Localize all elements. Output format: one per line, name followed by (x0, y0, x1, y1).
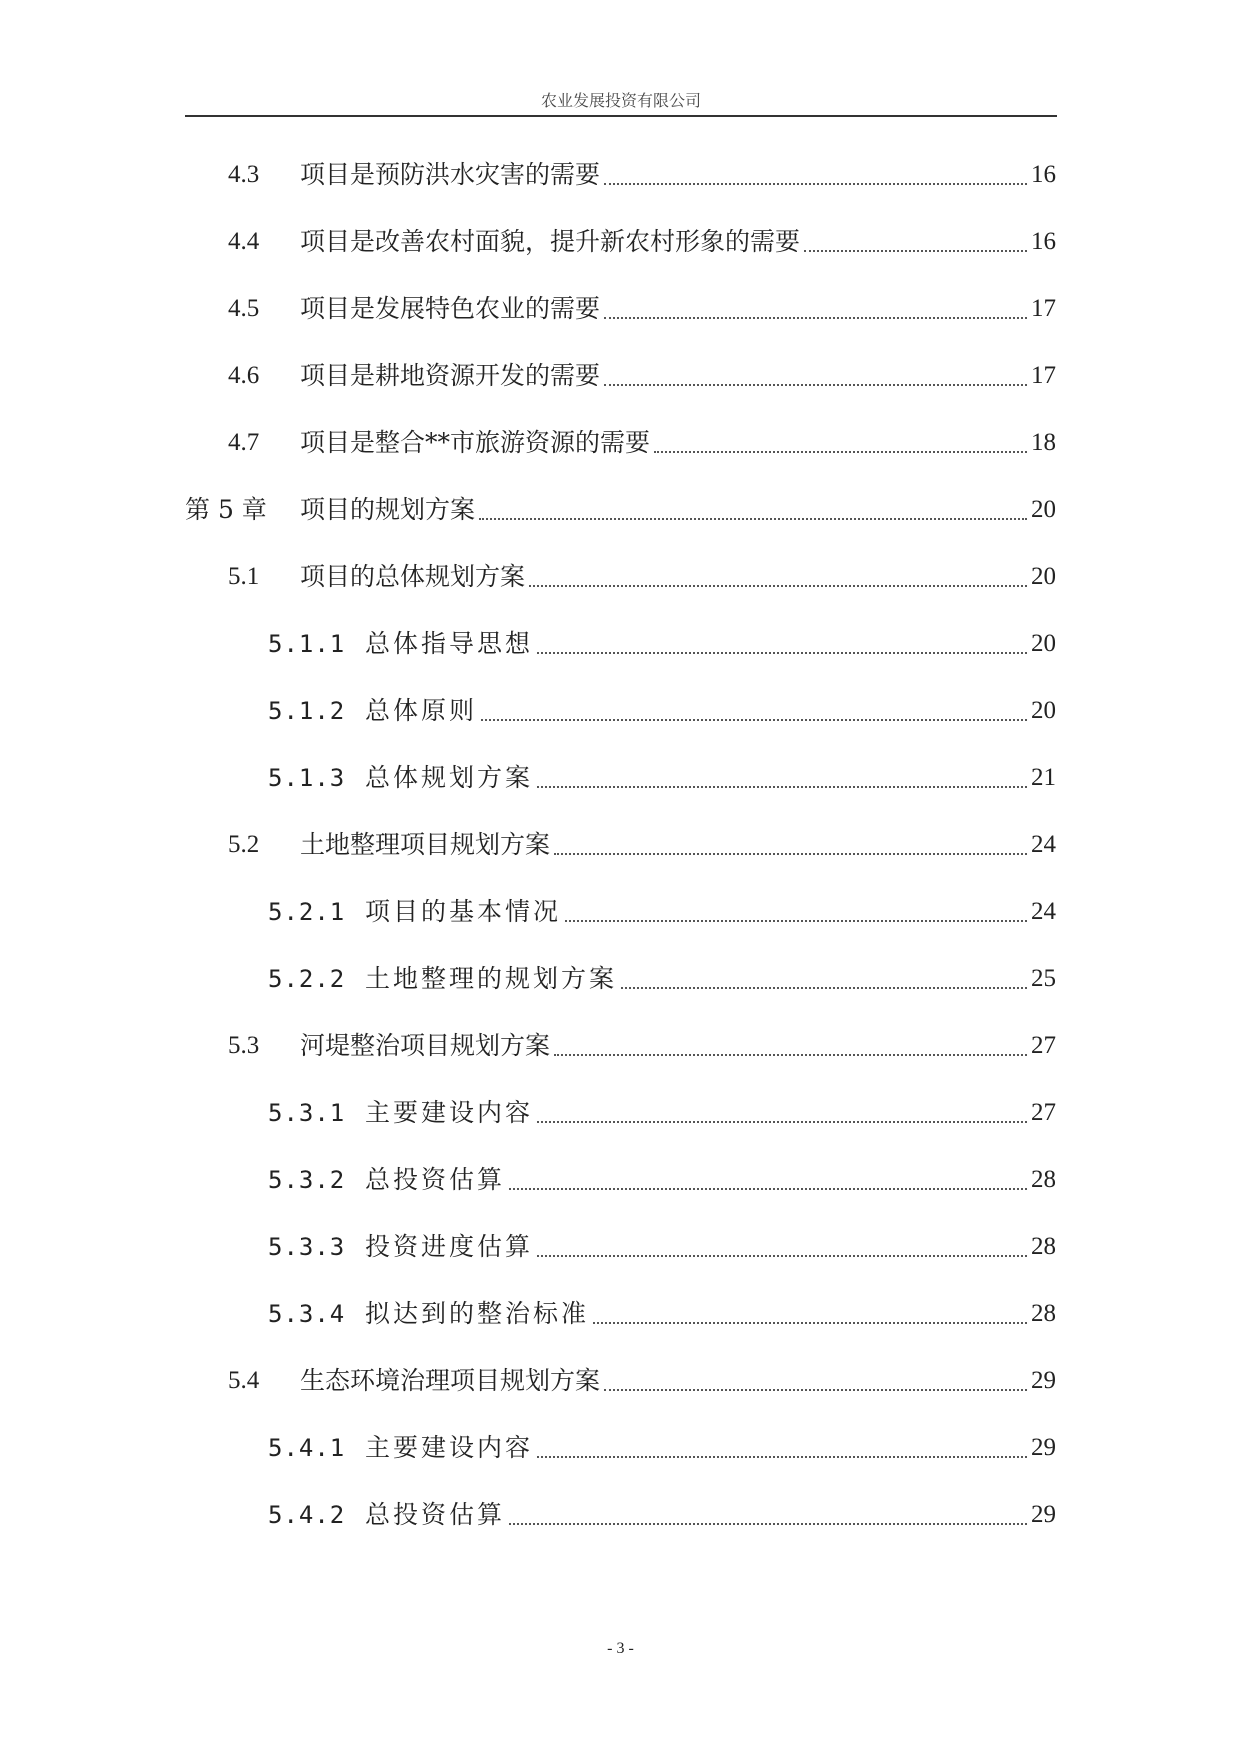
toc-entry-number: 5.2.2 (268, 965, 346, 993)
toc-dot-leader (537, 786, 1027, 788)
toc-entry-title: 总投资估算 (365, 1165, 506, 1194)
toc-entry-page: 17 (1031, 362, 1056, 389)
toc-entry[interactable] (228, 423, 1056, 463)
toc-chapter-entry[interactable] (185, 490, 1056, 530)
toc-entry-title: 项目是预防洪水灾害的需要 (300, 160, 601, 189)
toc-entry-number: 5.4.2 (268, 1501, 346, 1529)
toc-entry-title: 总体原则 (365, 696, 478, 725)
toc-entry-number: 4.3 (228, 161, 260, 188)
toc-entry-number: 4.5 (228, 295, 260, 322)
toc-subentry[interactable] (268, 624, 1056, 664)
toc-entry-page: 28 (1031, 1166, 1056, 1193)
toc-entry-number: 5.1.1 (268, 630, 346, 658)
toc-entry-page: 27 (1031, 1032, 1056, 1059)
toc-dot-leader (604, 384, 1027, 386)
toc-entry-number: 5.1.3 (268, 764, 346, 792)
toc-entry-number: 5.2 (228, 831, 260, 858)
toc-entry-title: 土地整理的规划方案 (365, 964, 618, 993)
toc-entry-page: 28 (1031, 1300, 1056, 1327)
toc-entry-page: 29 (1031, 1367, 1056, 1394)
toc-entry-title: 总体规划方案 (365, 763, 534, 792)
toc-subentry[interactable] (268, 1294, 1056, 1334)
toc-dot-leader (621, 987, 1027, 989)
toc-entry-number: 4.6 (228, 362, 260, 389)
toc-dot-leader (654, 451, 1027, 453)
toc-entry-title: 项目是改善农村面貌，提升新农村形象的需要 (300, 227, 801, 256)
toc-dot-leader (529, 585, 1027, 587)
toc-dot-leader (604, 1389, 1027, 1391)
toc-entry-page: 28 (1031, 1233, 1056, 1260)
toc-entry[interactable] (228, 1361, 1056, 1401)
toc-entry-page: 17 (1031, 295, 1056, 322)
toc-subentry[interactable] (268, 691, 1056, 731)
running-header: 农业发展投资有限公司 (540, 91, 701, 110)
toc-dot-leader (509, 1523, 1027, 1525)
toc-entry-page: 18 (1031, 429, 1056, 456)
toc-entry-title: 总投资估算 (365, 1500, 506, 1529)
toc-dot-leader (509, 1188, 1027, 1190)
toc-entry-number: 5.3.1 (268, 1099, 346, 1127)
toc-entry[interactable] (228, 289, 1056, 329)
toc-entry-page: 29 (1031, 1501, 1056, 1528)
toc-subentry[interactable] (268, 1093, 1056, 1133)
toc-entry-number: 5.3.3 (268, 1233, 346, 1261)
toc-entry-title: 河堤整治项目规划方案 (300, 1031, 551, 1060)
toc-entry-page: 16 (1031, 228, 1056, 255)
toc-dot-leader (604, 183, 1027, 185)
toc-dot-leader (537, 1456, 1027, 1458)
toc-subentry[interactable] (268, 1160, 1056, 1200)
toc-entry-number: 5.1 (228, 563, 260, 590)
toc-dot-leader (593, 1322, 1027, 1324)
toc-entry-number: 5.3 (228, 1032, 260, 1059)
toc-entry-page: 21 (1031, 764, 1056, 791)
toc-dot-leader (479, 518, 1027, 520)
toc-entry-title: 投资进度估算 (365, 1232, 534, 1261)
toc-subentry[interactable] (268, 1428, 1056, 1468)
toc-dot-leader (554, 853, 1027, 855)
toc-entry-page: 25 (1031, 965, 1056, 992)
toc-entry-number: 4.7 (228, 429, 260, 456)
toc-subentry[interactable] (268, 959, 1056, 999)
toc-dot-leader (537, 1255, 1027, 1257)
toc-dot-leader (604, 317, 1027, 319)
toc-entry-number: 5.4 (228, 1367, 260, 1394)
toc-chapter-title: 项目的规划方案 (300, 495, 476, 524)
toc-dot-leader (804, 250, 1027, 252)
toc-entry-number: 5.2.1 (268, 898, 346, 926)
toc-entry-number: 5.4.1 (268, 1434, 346, 1462)
toc-subentry[interactable] (268, 1227, 1056, 1267)
toc-entry-title: 项目的总体规划方案 (300, 562, 526, 591)
toc-entry-number: 5.3.4 (268, 1300, 346, 1328)
toc-entry-title: 主要建设内容 (365, 1433, 534, 1462)
toc-entry-title: 主要建设内容 (365, 1098, 534, 1127)
toc-chapter-number: 第 5 章 (185, 495, 267, 524)
toc-entry[interactable] (228, 155, 1056, 195)
toc-entry-title: 拟达到的整治标准 (365, 1299, 590, 1328)
toc-entry-title: 项目是发展特色农业的需要 (300, 294, 601, 323)
toc-entry-page: 27 (1031, 1099, 1056, 1126)
toc-subentry[interactable] (268, 892, 1056, 932)
page-number: - 3 - (607, 1640, 634, 1657)
toc-entry-number: 5.1.2 (268, 697, 346, 725)
header-rule (185, 115, 1057, 117)
toc-subentry[interactable] (268, 758, 1056, 798)
toc-entry-title: 土地整理项目规划方案 (300, 830, 551, 859)
toc-entry-page: 24 (1031, 831, 1056, 858)
toc-entry-page: 20 (1031, 697, 1056, 724)
toc-entry-page: 20 (1031, 496, 1056, 523)
toc-entry[interactable] (228, 1026, 1056, 1066)
toc-entry-page: 20 (1031, 563, 1056, 590)
toc-entry-page: 29 (1031, 1434, 1056, 1461)
toc-entry-page: 24 (1031, 898, 1056, 925)
toc-dot-leader (537, 1121, 1027, 1123)
toc-entry-title: 总体指导思想 (365, 629, 534, 658)
toc-entry[interactable] (228, 222, 1056, 262)
toc-dot-leader (554, 1054, 1027, 1056)
toc-entry-page: 16 (1031, 161, 1056, 188)
toc-dot-leader (481, 719, 1027, 721)
toc-entry-title: 生态环境治理项目规划方案 (300, 1366, 601, 1395)
toc-entry-title: 项目是整合**市旅游资源的需要 (300, 428, 651, 457)
toc-subentry[interactable] (268, 1495, 1056, 1535)
toc-entry[interactable] (228, 825, 1056, 865)
toc-entry[interactable] (228, 356, 1056, 396)
toc-entry-number: 4.4 (228, 228, 260, 255)
toc-dot-leader (537, 652, 1027, 654)
toc-entry-page: 20 (1031, 630, 1056, 657)
toc-entry[interactable] (228, 557, 1056, 597)
toc-entry-title: 项目的基本情况 (365, 897, 562, 926)
toc-entry-number: 5.3.2 (268, 1166, 346, 1194)
toc-dot-leader (565, 920, 1027, 922)
toc-entry-title: 项目是耕地资源开发的需要 (300, 361, 601, 390)
